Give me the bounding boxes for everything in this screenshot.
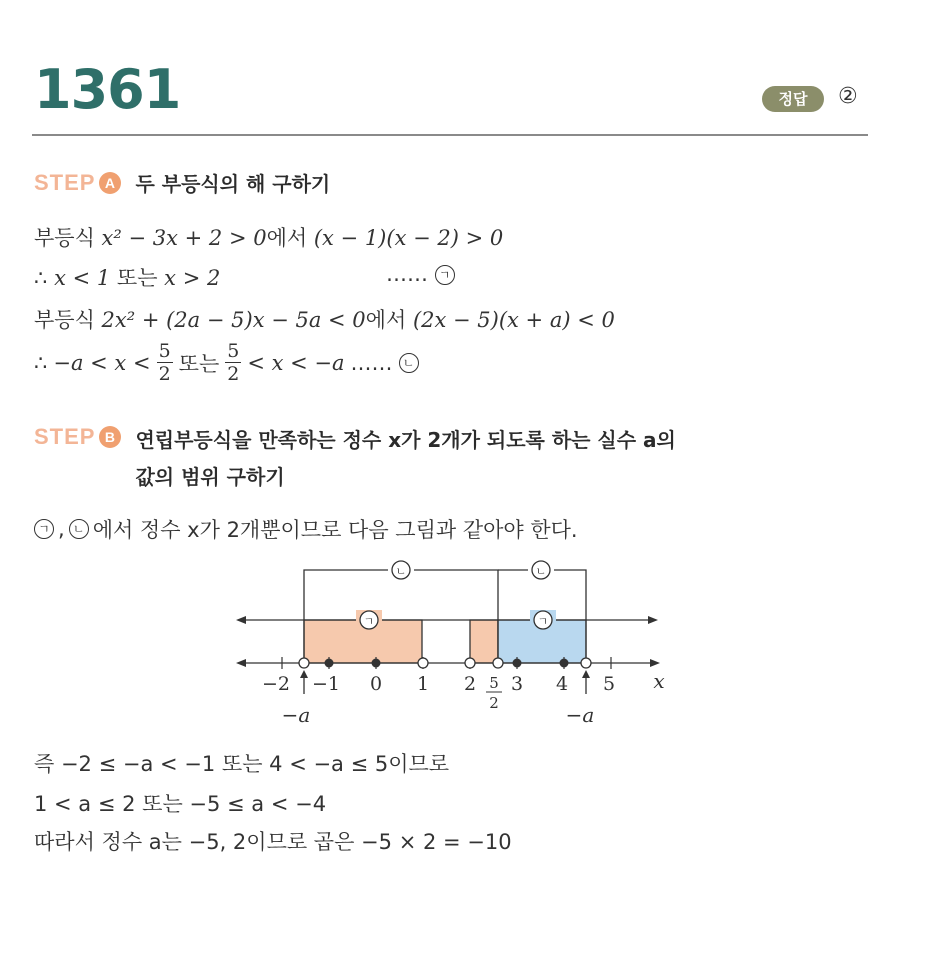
line4-or: 또는 [178, 352, 220, 376]
tick-label-0: 0 [369, 673, 383, 695]
label-nieun-right [528, 560, 554, 580]
neg-a-right-label: −a [565, 703, 595, 727]
giyeok-left-arrowhead [236, 616, 246, 624]
label-giyeok-right [530, 610, 556, 630]
answer-value: ② [838, 84, 858, 109]
step-b-letter-badge: B [99, 426, 121, 448]
line4-dots: …… [350, 351, 393, 375]
step-b-tag-text: STEP [34, 424, 96, 449]
svg-text:ㄴ: ㄴ [395, 565, 407, 578]
frac-denominator: 2 [227, 363, 240, 385]
point-3 [513, 659, 522, 668]
five-halves-denominator: 2 [489, 694, 499, 712]
line1-prefix: 부등식 [34, 226, 95, 250]
axis-left-arrowhead [236, 659, 246, 667]
step-a-title: 두 부등식의 해 구하기 [135, 172, 331, 196]
point-neg1 [325, 659, 334, 668]
circled-nieun-marker: ㄴ [399, 353, 419, 373]
label-giyeok-left [356, 610, 382, 630]
conclusion-line-1: 즉 −2 ≤ −a < −1 또는 4 < −a ≤ 5이므로 [34, 752, 450, 776]
five-halves-numerator: 5 [489, 674, 499, 692]
tick-label-3: 3 [510, 673, 524, 695]
circled-nieun-ref: ㄴ [69, 519, 89, 539]
step-a-letter-badge: A [99, 172, 121, 194]
step-b-title-line-2: 값의 범위 구하기 [135, 465, 285, 489]
neg-a-left-label: −a [281, 703, 311, 727]
line2-dots: …… [386, 262, 428, 286]
tick-label-1: 1 [416, 673, 430, 695]
line2-or: 또는 [116, 266, 158, 290]
line3-prefix: 부등식 [34, 308, 95, 332]
line1-inequality: x² − 3x + 2 > 0 [101, 226, 267, 250]
open-point-five-halves [493, 658, 503, 668]
point-0 [372, 659, 381, 668]
frac-denominator: 2 [158, 363, 171, 385]
line3-factored: (2x − 5)(x + a) < 0 [412, 308, 615, 332]
tick-label-neg1: −1 [311, 673, 341, 695]
line2-expr-1: x < 1 [54, 266, 111, 290]
axis-right-arrowhead [650, 659, 660, 667]
open-point-1 [418, 658, 428, 668]
region-giyeok-right [470, 620, 498, 663]
axis-variable-label: x [653, 669, 665, 693]
tick-label-4: 4 [555, 673, 569, 695]
line4-left-inequality: −a < x < [53, 351, 151, 375]
conclusion-line-2: 1 < a ≤ 2 또는 −5 ≤ a < −4 [34, 792, 327, 816]
line1-mid: 에서 [266, 226, 308, 250]
neg-a-right-arrowhead [582, 670, 590, 678]
frac-numerator: 5 [227, 340, 240, 362]
line3-mid: 에서 [365, 308, 407, 332]
step-b-title-line-1: 연립부등식을 만족하는 정수 x가 2개가 되도록 하는 실수 a의 [135, 428, 676, 452]
conclusion-line-3: 따라서 정수 a는 −5, 2이므로 곱은 −5 × 2 = −10 [34, 830, 512, 854]
open-point-neg-a-right [581, 658, 591, 668]
circled-giyeok-ref: ㄱ [34, 519, 54, 539]
neg-a-left-arrowhead [300, 670, 308, 678]
line3-inequality: 2x² + (2a − 5)x − 5a < 0 [101, 308, 366, 332]
giyeok-right-arrowhead [648, 616, 658, 624]
therefore-symbol: ∴ [34, 266, 48, 290]
circled-giyeok-marker: ㄱ [435, 265, 455, 285]
point-4 [560, 659, 569, 668]
tick-label-5: 5 [602, 673, 616, 695]
tick-label-neg2: −2 [261, 673, 291, 695]
therefore-symbol-2: ∴ [34, 351, 48, 375]
open-point-neg-a-left [299, 658, 309, 668]
step-a-tag-text: STEP [34, 169, 96, 195]
open-point-2 [465, 658, 475, 668]
answer-badge: 정답 [762, 86, 824, 112]
line4-right-inequality: < x < −a [247, 351, 345, 375]
step-b-intro-text: 에서 정수 x가 2개뿐이므로 다음 그림과 같아야 한다. [92, 518, 578, 542]
comma: , [58, 517, 65, 541]
tick-label-2: 2 [463, 673, 477, 695]
label-nieun-left [388, 560, 414, 580]
problem-number: 1361 [34, 58, 181, 121]
frac-numerator: 5 [158, 340, 171, 362]
svg-text:ㄱ: ㄱ [537, 615, 549, 628]
svg-text:ㄴ: ㄴ [535, 565, 547, 578]
line2-expr-2: x > 2 [164, 266, 221, 290]
svg-text:ㄱ: ㄱ [363, 615, 375, 628]
line1-factored: (x − 1)(x − 2) > 0 [313, 226, 504, 250]
